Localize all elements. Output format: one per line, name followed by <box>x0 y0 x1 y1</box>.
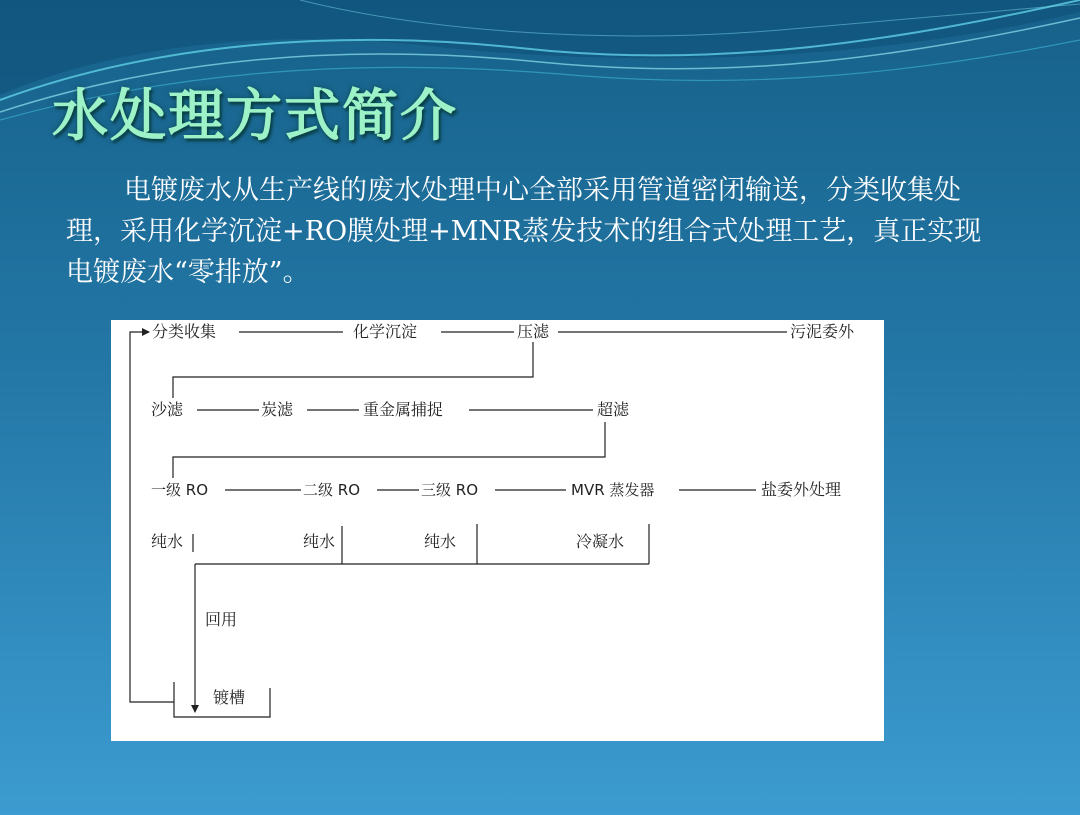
node-ro-stage-1: 一级 RO <box>151 481 208 499</box>
node-filter-press: 压滤 <box>517 322 550 341</box>
line-press-to-sand <box>173 342 533 398</box>
node-condensate: 冷凝水 <box>576 532 625 551</box>
node-sludge-outsource: 污泥委外 <box>790 322 855 341</box>
node-plating-tank: 镀槽 <box>213 688 246 707</box>
node-sand-filter: 沙滤 <box>151 400 184 419</box>
flow-connectors <box>111 320 884 741</box>
intro-paragraph: 电镀废水从生产线的废水处理中心全部采用管道密闭输送，分类收集处理，采用化学沉淀+RO膜处理+MNR蒸发技术的组合式处理工艺，真正实现电镀废水“零排放”。 <box>66 175 982 288</box>
node-salt-outsource: 盐委外处理 <box>761 480 842 499</box>
node-heavy-metal-capture: 重金属捕捉 <box>363 400 444 419</box>
node-chem-precipitation: 化学沉淀 <box>353 322 418 341</box>
node-ro-stage-3: 三级 RO <box>421 481 478 499</box>
node-reuse: 回用 <box>205 610 238 629</box>
node-mvr-evaporator: MVR 蒸发器 <box>571 481 655 499</box>
node-pure-water-2: 纯水 <box>303 532 336 551</box>
line-return-loop <box>130 332 174 702</box>
node-carbon-filter: 炭滤 <box>261 400 294 419</box>
process-flow-diagram <box>111 320 884 741</box>
node-classify: 分类收集 <box>152 322 217 341</box>
slide-title: 水处理方式简介 <box>52 84 458 149</box>
node-ro-stage-2: 二级 RO <box>303 481 360 499</box>
node-pure-water-3: 纯水 <box>424 532 457 551</box>
line-uf-to-ro1 <box>173 422 605 478</box>
node-ultrafiltration: 超滤 <box>597 400 630 419</box>
node-pure-water-1: 纯水 <box>151 532 184 551</box>
